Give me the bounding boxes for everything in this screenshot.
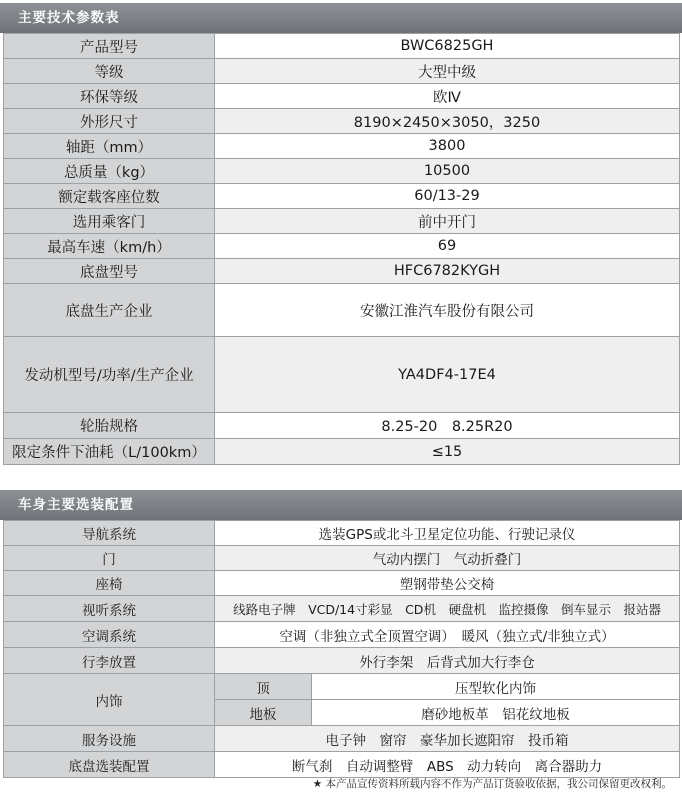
table-row [4, 234, 680, 259]
row-label: 发动机型号/功率/生产企业 [4, 337, 215, 413]
table-row [4, 284, 680, 337]
row-value: YA4DF4-17E4 [215, 337, 680, 413]
row-label: 内饰 [4, 674, 215, 726]
row-label: 服务设施 [4, 726, 215, 752]
row-label: 底盘生产企业 [4, 284, 215, 337]
table-row [4, 209, 680, 234]
table-row [4, 59, 680, 84]
row-value: 8.25-20 8.25R20 [215, 413, 680, 439]
sub-row-value: 磨砂地板革 铝花纹地板 [312, 700, 680, 726]
sub-row-label: 地板 [215, 700, 312, 726]
row-label: 产品型号 [4, 34, 215, 59]
options-section-title: 车身主要选装配置 [0, 490, 682, 520]
row-label: 轴距（mm） [4, 134, 215, 159]
spec-section-title: 主要技术参数表 [0, 3, 682, 33]
row-value: BWC6825GH [215, 34, 680, 59]
row-value: 塑钢带垫公交椅 [215, 571, 680, 596]
row-value: 69 [215, 234, 680, 259]
spec-table [3, 33, 680, 465]
row-value: 大型中级 [215, 59, 680, 84]
table-row [4, 34, 680, 59]
row-label: 等级 [4, 59, 215, 84]
table-row [4, 521, 680, 546]
table-row [4, 726, 680, 752]
row-label: 空调系统 [4, 622, 215, 648]
row-label: 底盘型号 [4, 259, 215, 284]
row-label: 环保等级 [4, 84, 215, 109]
row-value: 空调（非独立式全顶置空调） 暖风（独立式/非独立式） [215, 622, 680, 648]
row-value: ≤15 [215, 439, 680, 465]
table-row [4, 674, 680, 700]
row-label: 行李放置 [4, 648, 215, 674]
row-value: 3800 [215, 134, 680, 159]
table-row [4, 596, 680, 622]
table-row [4, 752, 680, 778]
row-value: 电子钟 窗帘 豪华加长遮阳帘 投币箱 [215, 726, 680, 752]
row-value: 8190×2450×3050，3250 [215, 109, 680, 134]
disclaimer-footnote: ★ 本产品宣传资料所载内容不作为产品订货验收依据，我公司保留更改权利。 [312, 778, 672, 790]
row-label: 门 [4, 546, 215, 571]
table-row [4, 84, 680, 109]
row-value: 安徽江淮汽车股份有限公司 [215, 284, 680, 337]
table-row [4, 259, 680, 284]
row-label: 最高车速（km/h） [4, 234, 215, 259]
row-value: 欧Ⅳ [215, 84, 680, 109]
row-label: 座椅 [4, 571, 215, 596]
row-value: 外行李架 后背式加大行李仓 [215, 648, 680, 674]
table-row [4, 337, 680, 413]
table-row [4, 413, 680, 439]
row-value: 气动内摆门 气动折叠门 [215, 546, 680, 571]
row-label: 选用乘客门 [4, 209, 215, 234]
table-row [4, 109, 680, 134]
row-label: 额定载客座位数 [4, 184, 215, 209]
row-value: 60/13-29 [215, 184, 680, 209]
table-row [4, 622, 680, 648]
sub-row-value: 压型软化内饰 [312, 674, 680, 700]
row-label: 导航系统 [4, 521, 215, 546]
options-table [3, 520, 680, 778]
row-label: 外形尺寸 [4, 109, 215, 134]
table-row [4, 648, 680, 674]
table-row [4, 184, 680, 209]
table-row [4, 571, 680, 596]
row-value: HFC6782KYGH [215, 259, 680, 284]
row-value: 线路电子牌 VCD/14寸彩显 CD机 硬盘机 监控摄像 倒车显示 报站器 [215, 596, 680, 622]
row-label: 底盘选装配置 [4, 752, 215, 778]
row-value: 断气刹 自动调整臂 ABS 动力转向 离合器助力 [215, 752, 680, 778]
table-row [4, 134, 680, 159]
table-row [4, 439, 680, 465]
row-value: 前中开门 [215, 209, 680, 234]
table-row [4, 546, 680, 571]
row-label: 视听系统 [4, 596, 215, 622]
row-label: 总质量（kg） [4, 159, 215, 184]
sub-row-label: 顶 [215, 674, 312, 700]
row-label: 轮胎规格 [4, 413, 215, 439]
row-label: 限定条件下油耗（L/100km） [4, 439, 215, 465]
table-row [4, 159, 680, 184]
row-value: 选装GPS或北斗卫星定位功能、行驶记录仪 [215, 521, 680, 546]
row-value: 10500 [215, 159, 680, 184]
